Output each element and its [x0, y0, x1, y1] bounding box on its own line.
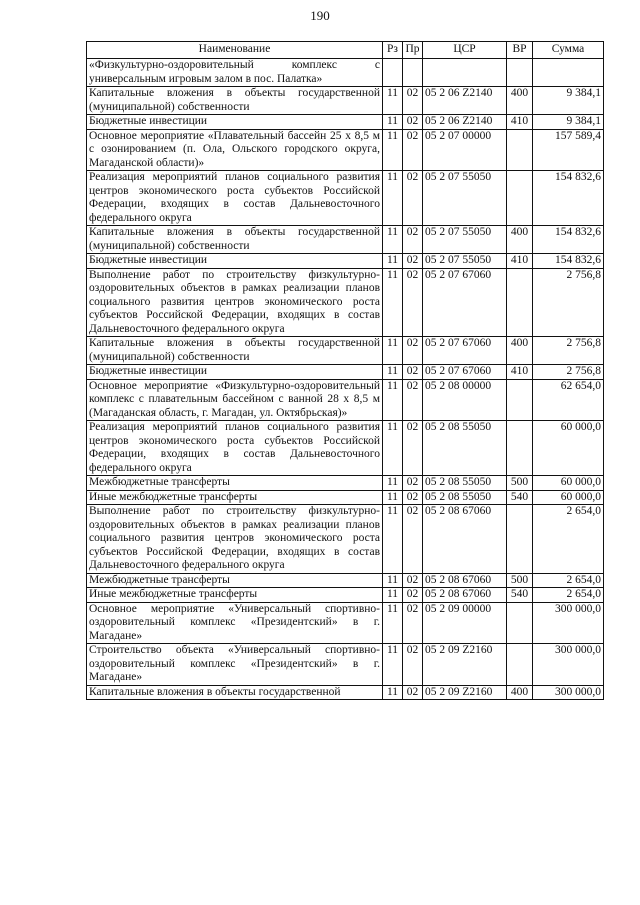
col-header-pr: Пр — [403, 42, 423, 59]
table-row — [87, 644, 604, 686]
cell-pr: 02 — [403, 490, 423, 505]
table-row — [87, 573, 604, 588]
table-row — [87, 87, 604, 115]
table-row — [87, 337, 604, 365]
cell-csr: 05 2 07 00000 — [423, 129, 507, 171]
cell-csr: 05 2 08 67060 — [423, 505, 507, 574]
cell-rz: 11 — [383, 171, 403, 226]
cell-pr: 02 — [403, 254, 423, 269]
cell-pr: 02 — [403, 171, 423, 226]
cell-pr: 02 — [403, 337, 423, 365]
budget-table — [86, 41, 604, 700]
col-header-vr: ВР — [507, 42, 533, 59]
cell-name: Выполнение работ по строительству физкультурно-оздоровительных объектов в рамках реализации планов социального развития центров экономического роста субъектов Российской Федерации, входящих в состав Дальневосточного федерального округа — [87, 505, 383, 574]
cell-sum: 2 756,8 — [533, 268, 604, 337]
cell-vr: 400 — [507, 87, 533, 115]
cell-rz: 11 — [383, 87, 403, 115]
cell-csr — [423, 59, 507, 87]
cell-vr: 540 — [507, 490, 533, 505]
cell-rz: 11 — [383, 268, 403, 337]
cell-sum — [533, 59, 604, 87]
cell-pr: 02 — [403, 421, 423, 476]
cell-vr: 400 — [507, 337, 533, 365]
cell-pr: 02 — [403, 573, 423, 588]
cell-sum: 2 756,8 — [533, 365, 604, 380]
cell-pr: 02 — [403, 685, 423, 700]
cell-name: Реализация мероприятий планов социального развития центров экономического роста субъектов Российской Федерации, входящих в состав Дальневосточного федерального округа — [87, 421, 383, 476]
cell-vr: 410 — [507, 115, 533, 130]
cell-csr: 05 2 06 Z2140 — [423, 115, 507, 130]
cell-csr: 05 2 07 55050 — [423, 254, 507, 269]
cell-pr — [403, 59, 423, 87]
cell-vr — [507, 379, 533, 421]
table-row — [87, 171, 604, 226]
cell-name: Реализация мероприятий планов социального развития центров экономического роста субъектов Российской Федерации, входящих в состав Дальневосточного федерального округа — [87, 171, 383, 226]
table-row — [87, 59, 604, 87]
cell-name: Капитальные вложения в объекты государственной (муниципальной) собственности — [87, 337, 383, 365]
cell-csr: 05 2 07 67060 — [423, 337, 507, 365]
cell-rz: 11 — [383, 476, 403, 491]
cell-pr: 02 — [403, 602, 423, 644]
cell-vr — [507, 171, 533, 226]
cell-name: Иные межбюджетные трансферты — [87, 588, 383, 603]
cell-name: Иные межбюджетные трансферты — [87, 490, 383, 505]
cell-pr: 02 — [403, 87, 423, 115]
cell-rz — [383, 59, 403, 87]
cell-pr: 02 — [403, 644, 423, 686]
cell-name: Строительство объекта «Универсальный спортивно-оздоровительный комплекс «Президентский» в г. Магадане» — [87, 644, 383, 686]
cell-name: «Физкультурно-оздоровительный комплекс с универсальным игровым залом в пос. Палатка» — [87, 59, 383, 87]
cell-sum: 9 384,1 — [533, 87, 604, 115]
cell-csr: 05 2 09 Z2160 — [423, 644, 507, 686]
cell-pr: 02 — [403, 365, 423, 380]
cell-name: Капитальные вложения в объекты государственной (муниципальной) собственности — [87, 226, 383, 254]
cell-sum: 2 654,0 — [533, 505, 604, 574]
table-row — [87, 226, 604, 254]
cell-rz: 11 — [383, 254, 403, 269]
cell-rz: 11 — [383, 129, 403, 171]
col-header-csr: ЦСР — [423, 42, 507, 59]
table-row — [87, 421, 604, 476]
cell-name: Выполнение работ по строительству физкультурно-оздоровительных объектов в рамках реализации планов социального развития центров экономического роста субъектов Российской Федерации, входящих в состав Дальневосточного федерального округа — [87, 268, 383, 337]
cell-vr — [507, 59, 533, 87]
cell-csr: 05 2 07 55050 — [423, 226, 507, 254]
cell-csr: 05 2 09 00000 — [423, 602, 507, 644]
table-row — [87, 115, 604, 130]
cell-name: Бюджетные инвестиции — [87, 115, 383, 130]
table-row — [87, 476, 604, 491]
cell-csr: 05 2 08 67060 — [423, 573, 507, 588]
cell-csr: 05 2 07 67060 — [423, 365, 507, 380]
cell-sum: 2 756,8 — [533, 337, 604, 365]
table-row — [87, 365, 604, 380]
cell-sum: 62 654,0 — [533, 379, 604, 421]
cell-sum: 154 832,6 — [533, 171, 604, 226]
table-header-row — [87, 42, 604, 59]
table-row — [87, 254, 604, 269]
cell-rz: 11 — [383, 644, 403, 686]
cell-sum: 2 654,0 — [533, 573, 604, 588]
table-row — [87, 685, 604, 700]
cell-pr: 02 — [403, 379, 423, 421]
cell-rz: 11 — [383, 588, 403, 603]
cell-csr: 05 2 07 67060 — [423, 268, 507, 337]
cell-csr: 05 2 07 55050 — [423, 171, 507, 226]
cell-sum: 157 589,4 — [533, 129, 604, 171]
table-row — [87, 588, 604, 603]
cell-pr: 02 — [403, 268, 423, 337]
cell-name: Капитальные вложения в объекты государственной — [87, 685, 383, 700]
cell-vr: 400 — [507, 685, 533, 700]
cell-pr: 02 — [403, 505, 423, 574]
cell-pr: 02 — [403, 226, 423, 254]
cell-rz: 11 — [383, 226, 403, 254]
cell-rz: 11 — [383, 365, 403, 380]
table-row — [87, 379, 604, 421]
cell-name: Капитальные вложения в объекты государственной (муниципальной) собственности — [87, 87, 383, 115]
cell-sum: 9 384,1 — [533, 115, 604, 130]
cell-rz: 11 — [383, 115, 403, 130]
col-header-sum: Сумма — [533, 42, 604, 59]
cell-sum: 60 000,0 — [533, 421, 604, 476]
cell-name: Бюджетные инвестиции — [87, 254, 383, 269]
cell-rz: 11 — [383, 505, 403, 574]
table-row — [87, 268, 604, 337]
cell-csr: 05 2 08 55050 — [423, 421, 507, 476]
cell-vr — [507, 644, 533, 686]
cell-rz: 11 — [383, 337, 403, 365]
cell-csr: 05 2 08 55050 — [423, 490, 507, 505]
cell-vr: 540 — [507, 588, 533, 603]
cell-vr: 500 — [507, 573, 533, 588]
table-row — [87, 490, 604, 505]
cell-rz: 11 — [383, 602, 403, 644]
cell-sum: 154 832,6 — [533, 226, 604, 254]
cell-vr — [507, 421, 533, 476]
cell-name: Основное мероприятие «Универсальный спортивно-оздоровительный комплекс «Президентский» в г. Магадане» — [87, 602, 383, 644]
cell-rz: 11 — [383, 379, 403, 421]
cell-sum: 300 000,0 — [533, 685, 604, 700]
cell-pr: 02 — [403, 588, 423, 603]
cell-vr: 400 — [507, 226, 533, 254]
table-row — [87, 505, 604, 574]
cell-vr — [507, 268, 533, 337]
cell-vr: 500 — [507, 476, 533, 491]
cell-pr: 02 — [403, 476, 423, 491]
cell-pr: 02 — [403, 129, 423, 171]
cell-csr: 05 2 09 Z2160 — [423, 685, 507, 700]
cell-vr: 410 — [507, 254, 533, 269]
cell-csr: 05 2 06 Z2140 — [423, 87, 507, 115]
cell-pr: 02 — [403, 115, 423, 130]
table-row — [87, 602, 604, 644]
cell-rz: 11 — [383, 573, 403, 588]
cell-vr — [507, 129, 533, 171]
cell-name: Межбюджетные трансферты — [87, 573, 383, 588]
cell-vr — [507, 505, 533, 574]
cell-csr: 05 2 08 67060 — [423, 588, 507, 603]
cell-rz: 11 — [383, 685, 403, 700]
cell-name: Межбюджетные трансферты — [87, 476, 383, 491]
cell-vr — [507, 602, 533, 644]
cell-name: Основное мероприятие «Плавательный бассейн 25 х 8,5 м с озонированием (п. Ола, Ольского городского округа, Магаданской области)» — [87, 129, 383, 171]
col-header-name: Наименование — [87, 42, 383, 59]
cell-name: Основное мероприятие «Физкультурно-оздоровительный комплекс с плавательным бассейном с ванной 28 х 8,5 м (Магаданская область, г. Магадан, ул. Октябрьская)» — [87, 379, 383, 421]
cell-csr: 05 2 08 55050 — [423, 476, 507, 491]
cell-rz: 11 — [383, 421, 403, 476]
cell-sum: 300 000,0 — [533, 602, 604, 644]
cell-sum: 2 654,0 — [533, 588, 604, 603]
cell-vr: 410 — [507, 365, 533, 380]
col-header-rz: Рз — [383, 42, 403, 59]
cell-sum: 154 832,6 — [533, 254, 604, 269]
page-number: 190 — [310, 8, 330, 23]
cell-sum: 60 000,0 — [533, 490, 604, 505]
table-row — [87, 129, 604, 171]
cell-rz: 11 — [383, 490, 403, 505]
cell-sum: 300 000,0 — [533, 644, 604, 686]
cell-name: Бюджетные инвестиции — [87, 365, 383, 380]
cell-sum: 60 000,0 — [533, 476, 604, 491]
cell-csr: 05 2 08 00000 — [423, 379, 507, 421]
